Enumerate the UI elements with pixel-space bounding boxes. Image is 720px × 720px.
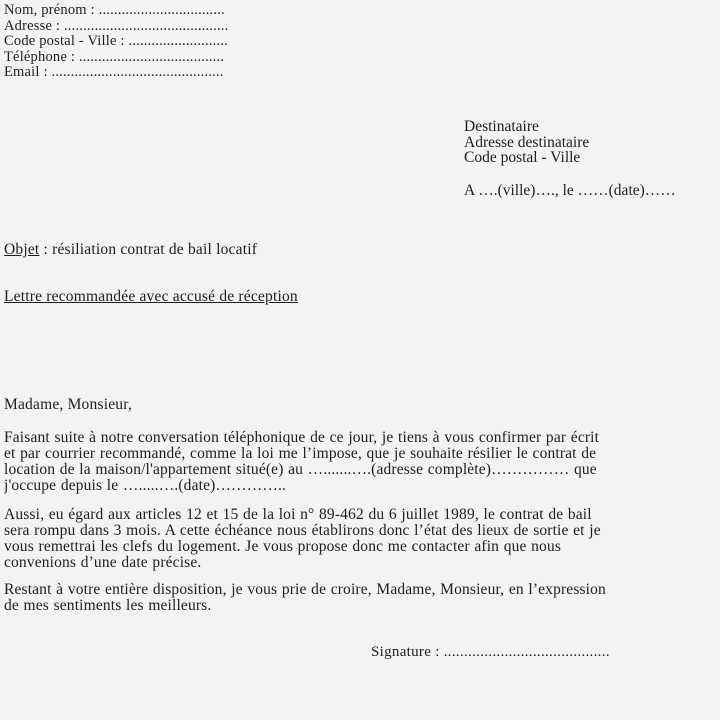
paragraph-1-line-1: Faisant suite à notre conversation téléphonique de ce jour, je tiens à vous confirmer par écrit — [4, 430, 600, 446]
salutation: Madame, Monsieur, — [4, 396, 133, 413]
sender-address-line: Adresse : ........................................... — [4, 18, 229, 34]
sender-postal-city-line: Code postal - Ville : .......................... — [4, 34, 228, 49]
paragraph-3-line-2: de mes sentiments les meilleurs. — [4, 598, 212, 614]
paragraph-2-line-1: Aussi, eu égard aux articles 12 et 15 de la loi n° 89-462 du 6 juillet 1989, le contrat de bail — [4, 507, 592, 523]
recipient-name-line: Destinataire — [464, 119, 539, 135]
sender-block — [4, 3, 228, 81]
subject-line — [4, 241, 257, 259]
paragraph-3-line-1: Restant à votre entière disposition, je vous prie de croire, Madame, Monsieur, en l’expression — [4, 582, 606, 598]
paragraph-2-line-3: vous remettrai les clefs du logement. Je vous propose donc me contacter afin que nous — [4, 539, 562, 555]
registered-mention: Lettre recommandée avec accusé de réception — [4, 288, 298, 305]
place-date-line: A ….(ville)…., le ……(date)…… — [464, 182, 676, 198]
paragraph-1-line-3: location de la maison/l'appartement situé(e) au ….......….(adresse complète)…………… que — [4, 462, 597, 478]
subject-text: : résiliation contrat de bail locatif — [39, 241, 258, 258]
paragraph-1-line-2: et par courrier recommandé, comme la loi me l’impose, que je souhaite résilier le contrat de — [4, 446, 597, 462]
paragraph-1-line-4: j'occupe depuis le ….....….(date)………….. — [4, 478, 287, 494]
recipient-address-line: Adresse destinataire — [464, 134, 590, 150]
recipient-postal-city-line: Code postal - Ville — [464, 150, 581, 166]
recipient-block — [464, 119, 676, 198]
paragraph-2 — [4, 507, 601, 571]
sender-email-line: Email : ............................................. — [4, 65, 224, 80]
paragraph-2-line-2: sera rompu dans 3 mois. A cette échéance nous établirons donc l’état des lieux de sortie et je — [4, 523, 601, 539]
sender-name-line: Nom, prénom : ................................. — [4, 3, 225, 18]
paragraph-2-line-4: convenions d’une date précise. — [4, 555, 202, 571]
paragraph-1 — [4, 430, 599, 494]
sender-phone-line: Téléphone : ...................................... — [4, 49, 225, 65]
paragraph-3 — [4, 582, 606, 614]
signature-line: Signature : ......................................... — [371, 644, 610, 660]
subject-label: Objet — [4, 241, 40, 258]
